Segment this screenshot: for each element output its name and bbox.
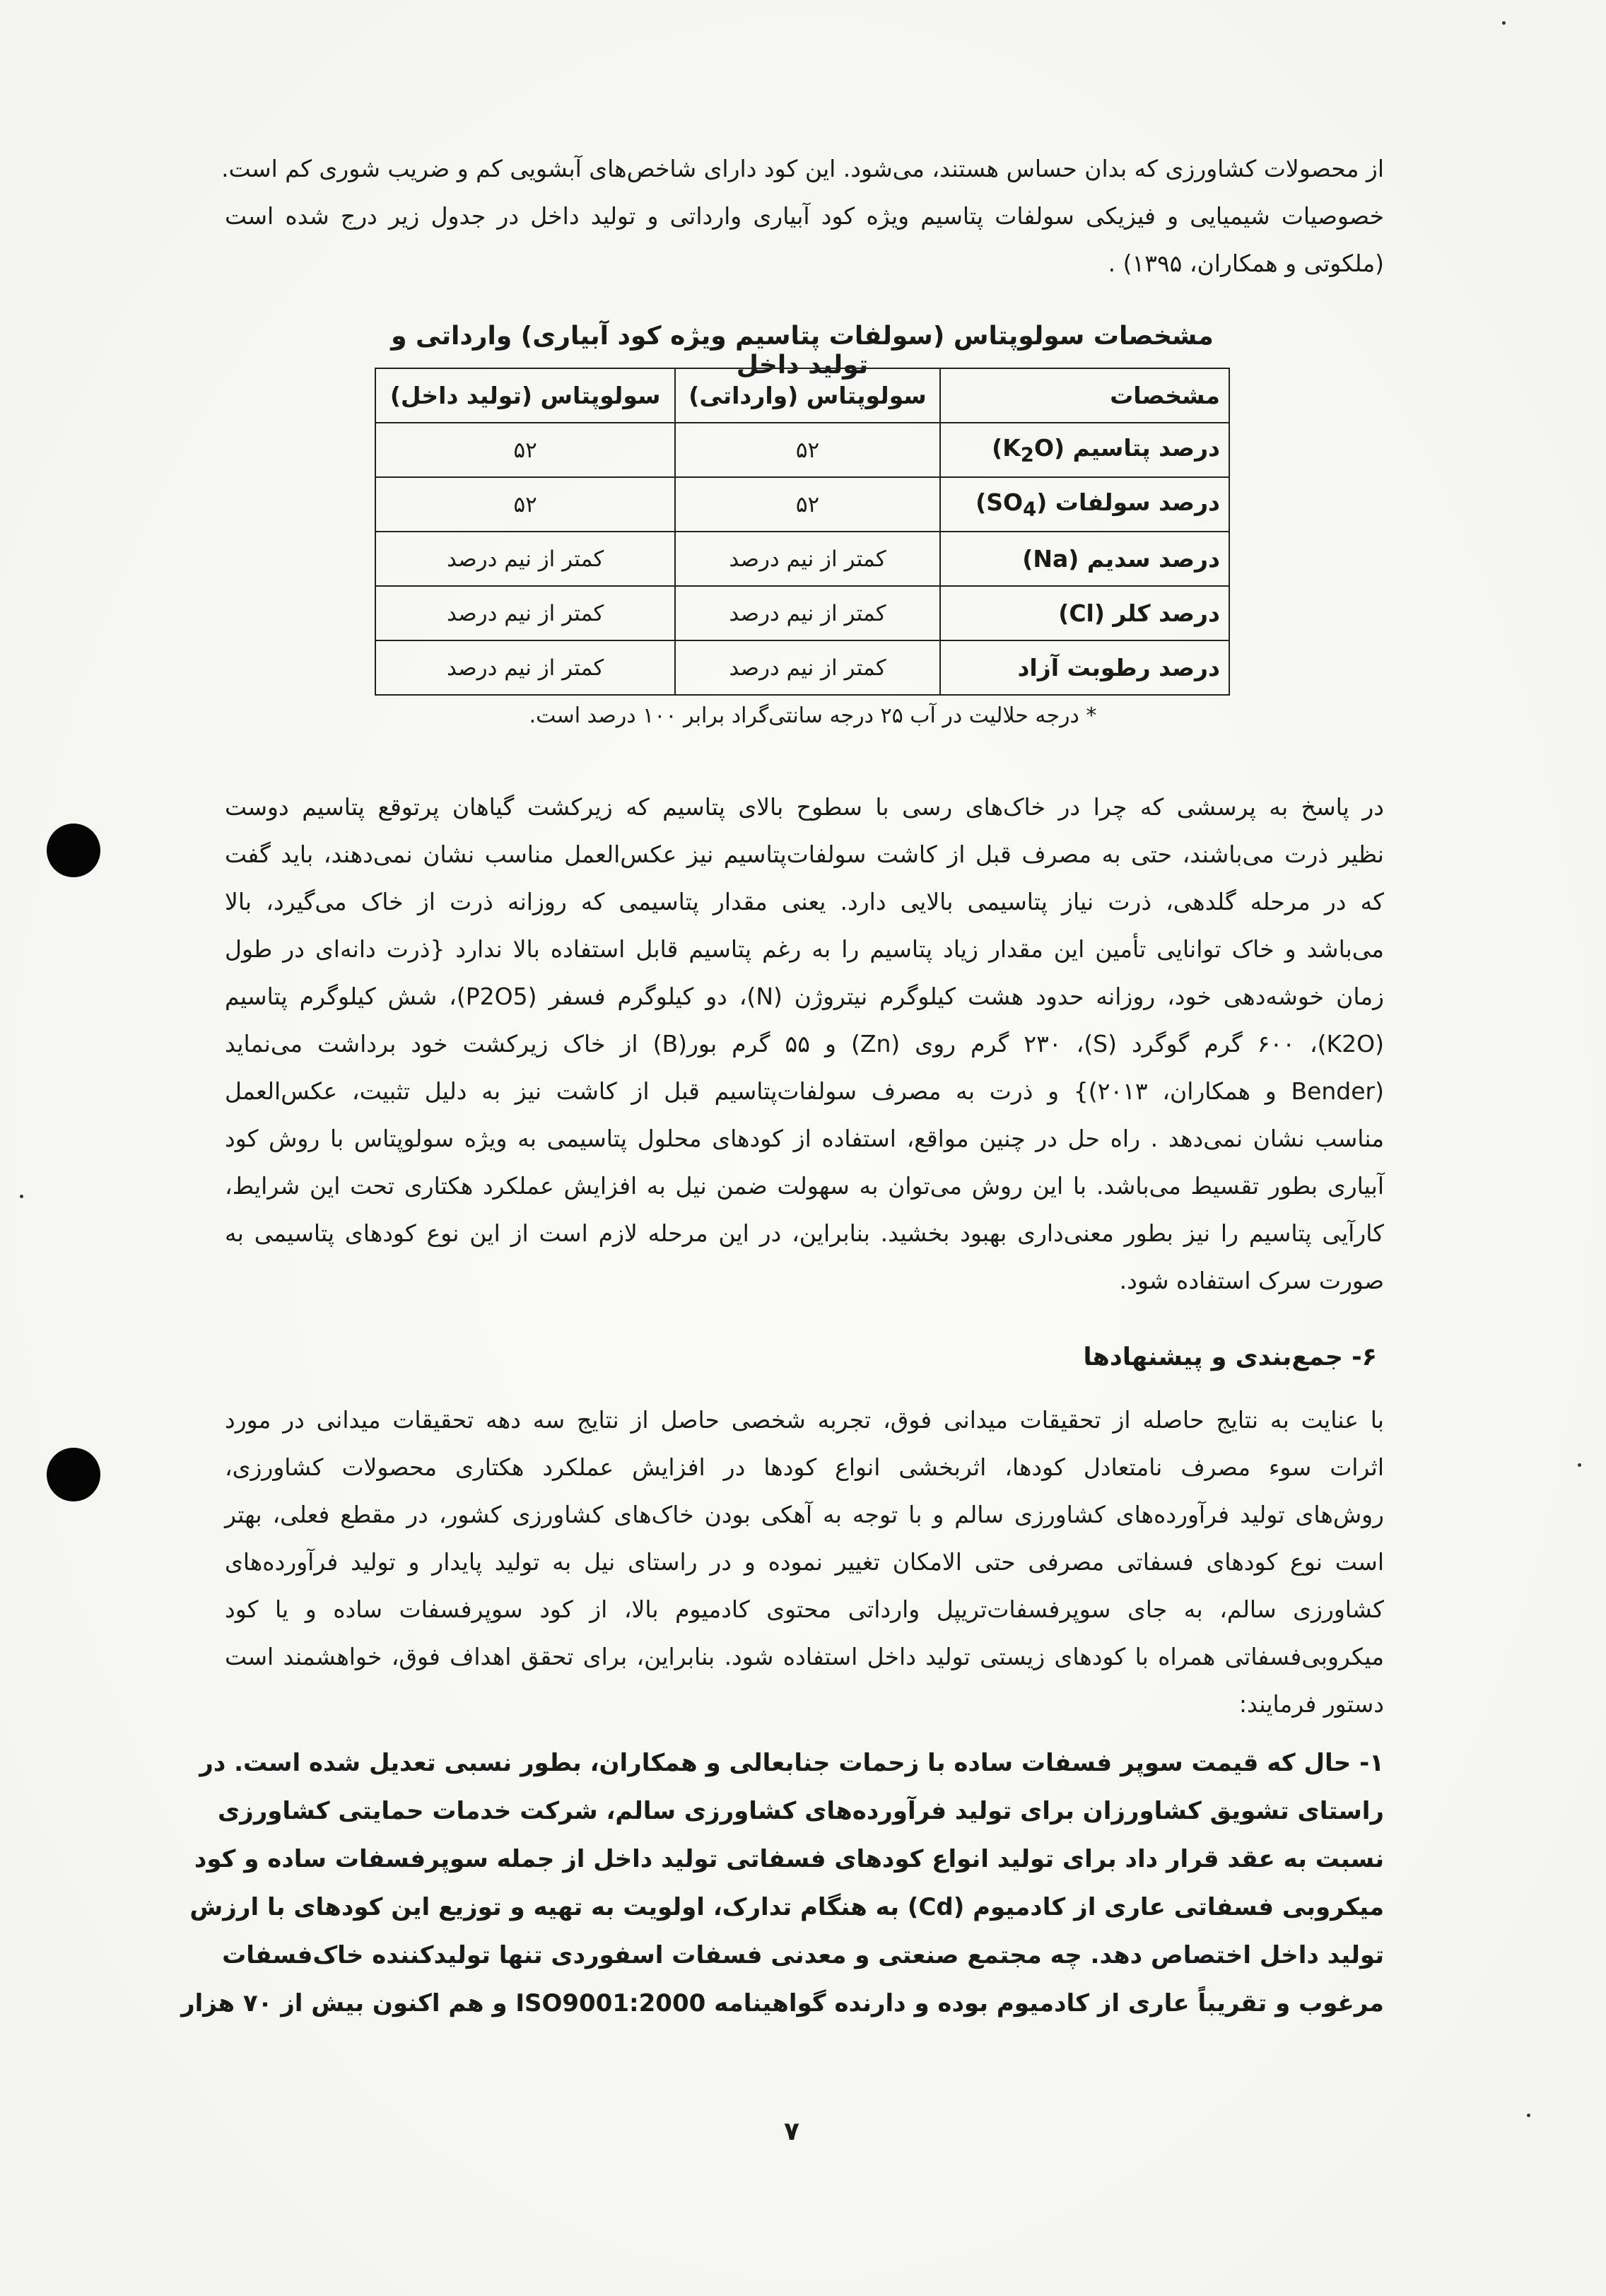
text-line: تولید داخل اختصاص دهد. چه مجتمع صنعتی و معدنی فسفات اسفوردی تنها تولیدکننده خاک‌فسفات [222, 1941, 1384, 1969]
scan-speck [1527, 2114, 1530, 2117]
row-label: درصد پتاسیم $(K_2O)$ [940, 423, 1229, 477]
table-footnote: * درجه حلالیت در آب ۲۵ درجه سانتی‌گراد برابر ۱۰۰ درصد است. [529, 703, 1097, 728]
text-line: راستای تشویق کشاورزان برای تولید فرآورده‌های کشاورزی سالم، شرکت خدمات حمایتی کشاورزی [217, 1797, 1384, 1825]
scan-speck [20, 1195, 23, 1198]
table-row [375, 477, 1229, 532]
text-line: ۱- حال که قیمت سوپر فسفات ساده با زحمات جنابعالی و همکاران، بطور نسبی تعدیل شده است. در [199, 1749, 1384, 1777]
text-line: مرغوب و تقریباً عاری از کادمیوم بوده و دارنده گواهینامه ISO9001:2000 و هم اکنون بیش از ۷۰ هزار [181, 1989, 1384, 2017]
domestic-value: کمتر از نیم درصد [375, 532, 675, 586]
text-line: که در مرحله گلدهی، ذرت نیاز پتاسیمی بالایی دارد. یعنی مقدار پتاسیمی که روزانه ذرت از خاک می‌گیرد، بالا [225, 888, 1384, 915]
text-line: روش‌های تولید فرآورده‌های کشاورزی سالم و با توجه به آهکی بودن خاک‌های کشاورزی کشور، در مقطع فعلی، بهتر [225, 1501, 1384, 1528]
domestic-value: کمتر از نیم درصد [375, 640, 675, 695]
body-paragraph [225, 783, 1384, 1304]
intro-paragraph [221, 145, 1384, 287]
page-number: ۷ [784, 2117, 799, 2146]
punch-hole [47, 1448, 100, 1501]
table-header-row [375, 368, 1229, 423]
text-line: کشاورزی سالم، به جای سوپرفسفات‌تریپل وارداتی محتوی کادمیوم بالا، از کود سوپرفسفات ساده و یا کود [225, 1595, 1384, 1623]
domestic-value: ۵۲ [375, 423, 675, 477]
row-label: درصد رطوبت آزاد [940, 640, 1229, 695]
text-line: آبیاری بطور تقسیط می‌باشد. با این روش می‌توان به سهولت ضمن نیل به افزایش عملکرد هکتاری تحت این شرایط، [225, 1172, 1384, 1200]
text-line: صورت سرک استفاده شود. [1119, 1267, 1384, 1294]
text-line: از محصولات کشاورزی که بدان حساس هستند، می‌شود. این کود دارای شاخص‌های آبشویی کم و ضریب شوری کم است. [221, 155, 1384, 182]
row-label: درصد کلر (Cl) [940, 586, 1229, 640]
text-line: (ملکوتی و همکاران، ۱۳۹۵) . [1108, 250, 1384, 277]
section-paragraph [225, 1396, 1384, 1728]
text-line: میکروبی‌فسفاتی همراه با کودهای زیستی تولید داخل استفاده شود. بنابراین، برای تحقق اهداف فوق، خواهشمند است [225, 1643, 1384, 1670]
recommendation-paragraph [181, 1739, 1384, 2027]
imported-value: کمتر از نیم درصد [675, 586, 939, 640]
text-line: خصوصیات شیمیایی و فیزیکی سولفات پتاسیم ویژه کود آبیاری وارداتی و تولید داخل در جدول زیر درج شده است [225, 202, 1384, 230]
text-line: در پاسخ به پرسشی که چرا در خاک‌های رسی با سطوح بالای پتاسیم که زیرکشت گیاهان پرتوقع پتاسیم دوست [225, 793, 1384, 821]
imported-value: کمتر از نیم درصد [675, 640, 939, 695]
table-row [375, 586, 1229, 640]
text-line: دستور فرمایند: [1238, 1690, 1384, 1718]
column-header: مشخصات [940, 368, 1229, 423]
text-line: زمان خوشه‌دهی خود، روزانه حدود هشت کیلوگرم نیتروژن (N)، دو کیلوگرم فسفر (P2O5)، شش کیلوگرم پتاسیم [225, 983, 1384, 1010]
text-line: نظیر ذرت می‌باشند، حتی به مصرف قبل از کاشت سولفات‌پتاسیم نیز عکس‌العمل مناسب نشان نمی‌دهند، باید گفت [225, 840, 1384, 868]
table-row [375, 640, 1229, 695]
text-line: نسبت به عقد قرار داد برای تولید انواع کودهای فسفاتی تولید داخل از جمله سوپرفسفات ساده و کود [194, 1845, 1384, 1873]
row-label: درصد سولفات $(SO_4)$ [940, 477, 1229, 532]
text-line: با عنایت به نتایج حاصله از تحقیقات میدانی فوق، تجربه شخصی حاصل از نتایج سه دهه تحقیقات میدانی در مورد [225, 1406, 1384, 1434]
text-line: (K2O)، ۶۰۰ گرم گوگرد (S)، ۲۳۰ گرم روی (Zn) و ۵۵ گرم بور(B) از خاک زیرکشت خود برداشت می‌نماید [225, 1030, 1385, 1058]
domestic-value: کمتر از نیم درصد [375, 586, 675, 640]
text-line: (Bender و همکاران، ۲۰۱۳)} و ذرت به مصرف سولفات‌پتاسیم قبل از کاشت نیز به دلیل تثبیت، عکس‌العمل [225, 1077, 1385, 1105]
text-line: مناسب نشان نمی‌دهد . راه حل در چنین مواقع، استفاده از کودهای محلول پتاسیمی به ویژه سولوپتاس با روش کود [225, 1125, 1384, 1152]
text-line: است نوع کودهای فسفاتی مصرفی حتی الامکان تغییر نموده و در راستای نیل به تولید پایدار و تولید فرآورده‌های [225, 1548, 1384, 1576]
punch-hole [47, 824, 100, 877]
scan-speck [1502, 21, 1506, 25]
text-line: می‌باشد و خاک توانایی تأمین این مقدار زیاد پتاسیم را به رغم پتاسیم قابل استفاده بالا ندارد {ذرت دانه‌ای در طول [225, 935, 1384, 963]
table-row [375, 423, 1229, 477]
spec-table [375, 368, 1230, 696]
table-caption: مشخصات سولوپتاس (سولفات پتاسیم ویژه کود آبیاری) وارداتی و تولید داخل [391, 322, 1214, 380]
row-label: درصد سدیم (Na) [940, 532, 1229, 586]
column-header: سولوپتاس (تولید داخل) [375, 368, 675, 423]
section-heading: ۶- جمع‌بندی و پیشنهادها [1083, 1343, 1377, 1371]
text-line: میکروبی فسفاتی عاری از کادمیوم (Cd) به هنگام تدارک، اولویت به تهیه و توزیع این کودهای با ارزش [189, 1893, 1384, 1921]
domestic-value: ۵۲ [375, 477, 675, 532]
text-line: کارآیی پتاسیم را نیز بطور معنی‌داری بهبود بخشید. بنابراین، در این مرحله لازم است از این نوع کودهای پتاسیمی به [225, 1219, 1384, 1247]
imported-value: ۵۲ [675, 423, 939, 477]
text-line: اثرات سوء مصرف نامتعادل کودها، اثربخشی انواع کودها در افزایش عملکرد هکتاری محصولات کشاورزی، [225, 1453, 1384, 1481]
column-header: سولوپتاس (وارداتی) [675, 368, 939, 423]
imported-value: کمتر از نیم درصد [675, 532, 939, 586]
imported-value: ۵۲ [675, 477, 939, 532]
table-row [375, 532, 1229, 586]
scan-speck [1578, 1463, 1581, 1467]
